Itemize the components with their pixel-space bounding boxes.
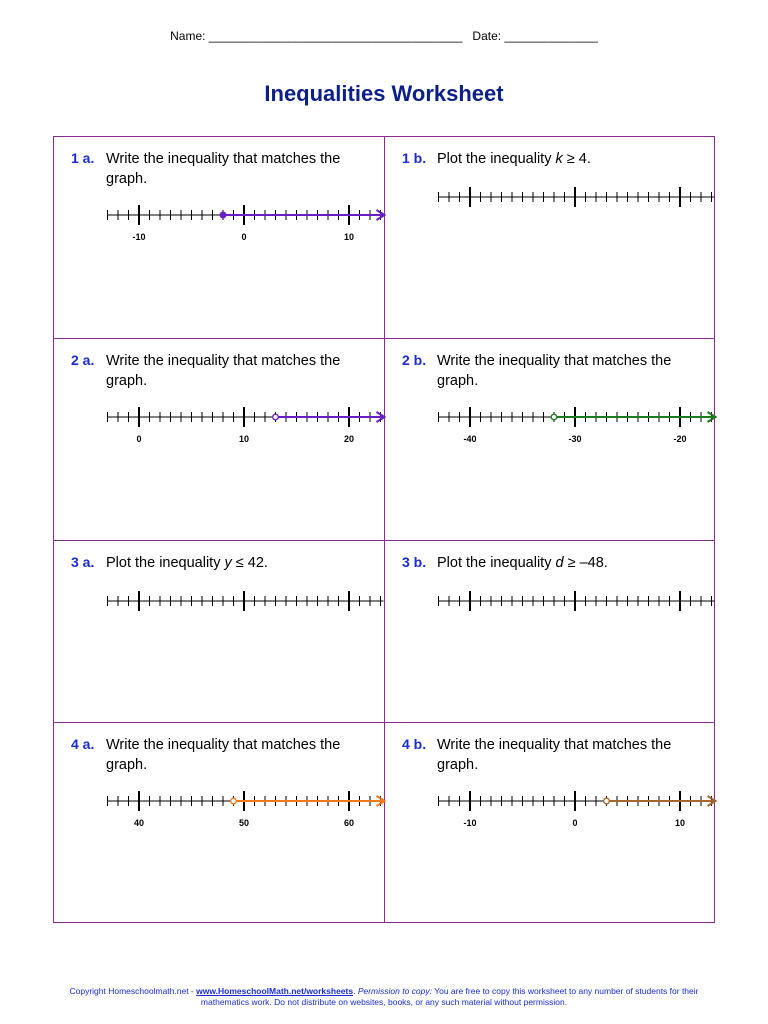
number-line	[104, 787, 386, 837]
problem-text: Write the inequality that matches the graph.	[106, 151, 341, 187]
number-line	[104, 201, 386, 251]
problem-text: Write the inequality that matches the graph.	[437, 353, 672, 389]
problem-number: 3 a.	[71, 554, 95, 570]
variable: k	[555, 151, 563, 167]
problem-text: Write the inequality that matches the graph.	[106, 737, 341, 773]
date-label: Date:	[472, 29, 502, 43]
problem-1b	[385, 137, 715, 338]
tick-label: 0	[241, 232, 247, 242]
name-blank[interactable]: ______________________________________	[208, 29, 463, 43]
tick-label: -40	[463, 434, 477, 444]
tick-label: 20	[343, 434, 355, 444]
text-post: ≤ 42.	[231, 555, 268, 571]
variable: y	[224, 555, 232, 571]
open-endpoint	[231, 798, 237, 804]
problem-number: 3 b.	[402, 554, 427, 570]
number-line	[435, 403, 717, 453]
problem-number: 1 a.	[71, 150, 95, 166]
problem-text: Write the inequality that matches the graph.	[437, 737, 672, 773]
text-post: ≥ –48.	[563, 555, 608, 571]
tick-label: -30	[568, 434, 582, 444]
problem-2a	[54, 339, 384, 540]
problem-3a	[54, 541, 384, 722]
tick-label: 10	[343, 232, 355, 242]
problem-text	[106, 553, 366, 573]
copyright-text: Copyright Homeschoolmath.net -	[69, 986, 197, 996]
permission-text: You are free to copy this worksheet to any number of students for their mathematics work. Do not distribute on websites, books, or any such material without permission.	[200, 986, 699, 1007]
number-line	[104, 403, 386, 453]
tick-label: 0	[136, 434, 142, 444]
open-endpoint	[604, 798, 610, 804]
header-line	[0, 29, 768, 43]
problem-number: 2 b.	[402, 352, 427, 368]
problem-number: 4 b.	[402, 736, 427, 752]
tick-label: 10	[674, 818, 686, 828]
problem-text: Write the inequality that matches the graph.	[106, 353, 341, 389]
worksheet-title: Inequalities Worksheet	[264, 81, 504, 106]
problem-2b	[385, 339, 715, 540]
footer-sep: .	[353, 986, 358, 996]
number-line	[435, 787, 717, 837]
tick-label: 60	[343, 818, 355, 828]
footer-link[interactable]: www.HomeschoolMath.net/worksheets	[196, 986, 354, 996]
text-post: ≥ 4.	[562, 151, 591, 167]
open-endpoint	[273, 414, 279, 420]
text-pre: Plot the inequality	[437, 555, 556, 571]
problem-text	[437, 149, 697, 169]
number-line[interactable]	[435, 587, 717, 637]
text-pre: Plot the inequality	[437, 151, 556, 167]
variable: d	[555, 555, 564, 571]
problem-number: 1 b.	[402, 150, 427, 166]
problem-4a	[54, 723, 384, 923]
problem-number: 4 a.	[71, 736, 95, 752]
tick-label: 50	[238, 818, 250, 828]
number-line[interactable]	[104, 587, 386, 637]
number-line[interactable]	[435, 183, 717, 233]
tick-label: -20	[673, 434, 687, 444]
tick-label: 40	[133, 818, 145, 828]
problem-1a	[54, 137, 384, 338]
problem-4b	[385, 723, 715, 923]
closed-endpoint	[220, 212, 226, 218]
problem-3b	[385, 541, 715, 722]
name-label: Name:	[170, 29, 206, 43]
tick-label: 10	[238, 434, 250, 444]
permission-label: Permission to copy:	[357, 986, 432, 996]
problem-number: 2 a.	[71, 352, 95, 368]
footer	[60, 986, 708, 1008]
problem-text	[437, 553, 697, 573]
tick-label: -10	[463, 818, 477, 828]
date-blank[interactable]: ______________	[504, 29, 598, 43]
tick-label: 0	[572, 818, 578, 828]
tick-label: -10	[132, 232, 146, 242]
open-endpoint	[551, 414, 557, 420]
problem-grid	[53, 136, 715, 923]
text-pre: Plot the inequality	[106, 555, 225, 571]
